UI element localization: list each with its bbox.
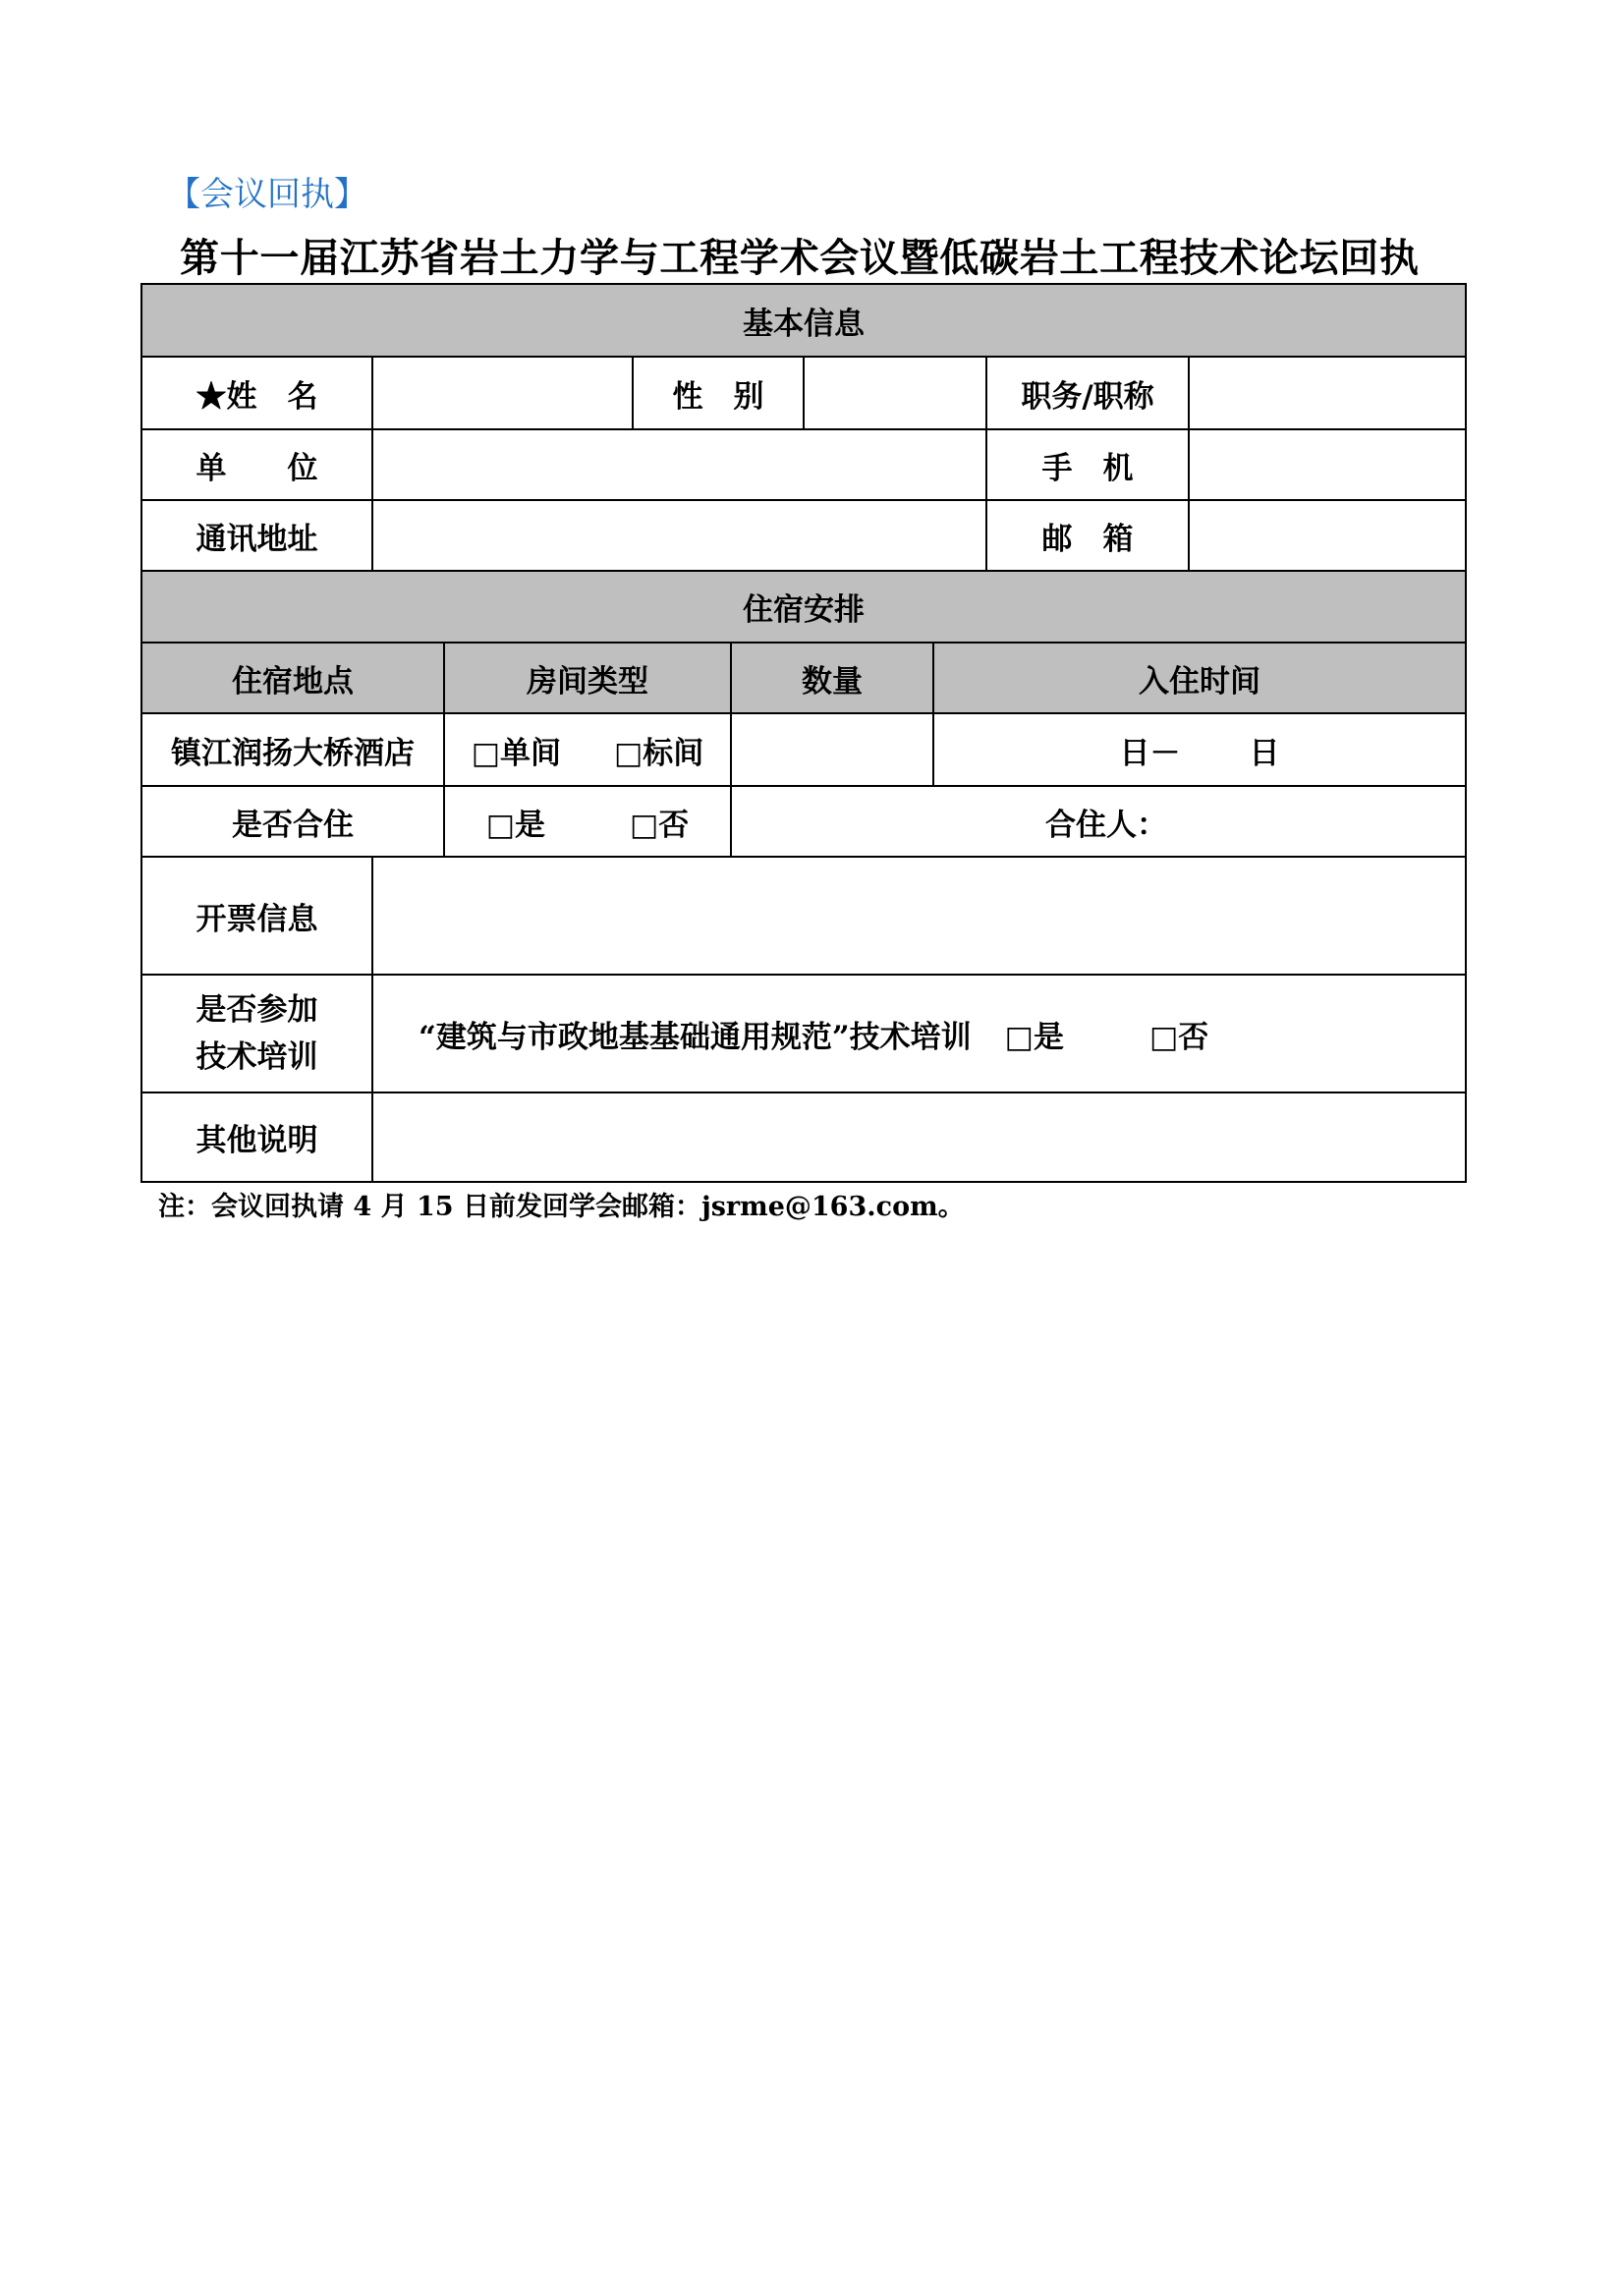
row-basic-info-header — [141, 284, 1466, 357]
row-training — [141, 975, 1466, 1092]
checkin-cell — [933, 713, 1466, 786]
checkin-from: 日－ — [1119, 735, 1181, 771]
row-hotel — [141, 713, 1466, 786]
share-room-cell — [444, 786, 731, 857]
row-share-room — [141, 786, 1466, 857]
receipt-form-table — [140, 283, 1467, 1183]
phone-label: 手 机 — [986, 429, 1189, 500]
footnote: 注：会议回执请 4 月 15 日前发回学会邮箱：jsrme@163.com。 — [158, 1192, 965, 1222]
share-room-options — [445, 800, 730, 844]
form-title: 第十一届江苏省岩土力学与工程学术会议暨低碳岩土工程技术论坛回执 — [180, 235, 1420, 281]
invoice-label: 开票信息 — [141, 857, 372, 975]
address-value-cell — [372, 500, 986, 571]
row-invoice — [141, 857, 1466, 975]
phone-value-cell — [1189, 429, 1466, 500]
row-other — [141, 1092, 1466, 1182]
unit-value-cell — [372, 429, 986, 500]
address-label: 通讯地址 — [141, 500, 372, 571]
training-option-no: □否 — [1148, 1019, 1209, 1055]
training-option-yes: □是 — [1004, 1019, 1064, 1055]
roommate-cell — [731, 786, 1466, 857]
quantity-value-cell — [731, 713, 933, 786]
gender-label: 性 别 — [633, 357, 804, 429]
roommate-label: 合住人： — [1045, 807, 1167, 843]
gender-value-cell — [804, 357, 986, 429]
email-label: 邮 箱 — [986, 500, 1189, 571]
position-value-cell — [1189, 357, 1466, 429]
room-type-cell — [444, 713, 731, 786]
column-header-checkin: 入住时间 — [933, 643, 1466, 713]
checkin-to: 日 — [1249, 735, 1280, 771]
training-label — [141, 975, 372, 1092]
checkin-dates — [934, 728, 1465, 772]
share-option-yes: □是 — [485, 807, 545, 843]
column-header-quantity: 数量 — [731, 643, 933, 713]
row-accommodation-header — [141, 571, 1466, 643]
row-name — [141, 357, 1466, 429]
training-label-line1: 是否参加 — [196, 992, 318, 1028]
hotel-name: 镇江润扬大桥酒店 — [141, 713, 444, 786]
room-option-standard: □标间 — [614, 735, 704, 771]
section-basic-info: 基本信息 — [141, 284, 1466, 357]
column-header-location: 住宿地点 — [141, 643, 444, 713]
share-room-label: 是否合住 — [141, 786, 444, 857]
room-type-options — [445, 728, 730, 772]
name-value-cell — [372, 357, 633, 429]
name-label: ★姓 名 — [141, 357, 372, 429]
training-content — [373, 1012, 1465, 1056]
receipt-tag: 【会议回执】 — [167, 175, 367, 214]
invoice-value-cell — [372, 857, 1466, 975]
section-accommodation: 住宿安排 — [141, 571, 1466, 643]
other-label: 其他说明 — [141, 1092, 372, 1182]
room-option-single: □单间 — [471, 735, 561, 771]
training-cell — [372, 975, 1466, 1092]
share-option-no: □否 — [630, 807, 690, 843]
column-header-room-type: 房间类型 — [444, 643, 731, 713]
training-course: “建筑与市政地基基础通用规范”技术培训 — [419, 1019, 972, 1055]
row-address — [141, 500, 1466, 571]
position-label: 职务/职称 — [986, 357, 1189, 429]
unit-label: 单 位 — [141, 429, 372, 500]
training-label-line2: 技术培训 — [196, 1039, 318, 1075]
row-unit — [141, 429, 1466, 500]
row-accommodation-columns — [141, 643, 1466, 713]
email-value-cell — [1189, 500, 1466, 571]
other-value-cell — [372, 1092, 1466, 1182]
